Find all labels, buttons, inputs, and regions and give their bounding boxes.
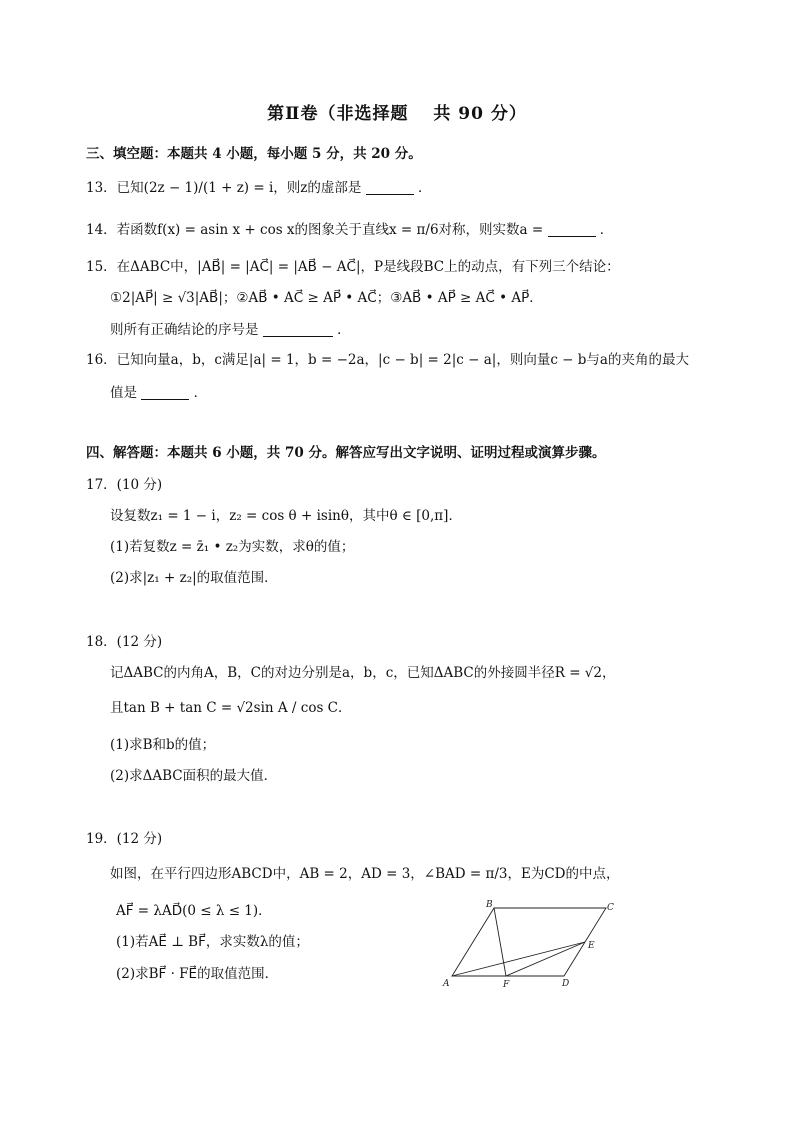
question-18-stem: 记ΔABC的内角A，B，C的对边分别是a，b，c，已知ΔABC的外接圆半径R = √2， — [110, 665, 616, 681]
question-16-ask-text: 值是 — [110, 385, 137, 401]
vertex-label-c: C — [607, 903, 614, 913]
question-18-condition: 且tan B + tan C = √2sin A / cos C． — [110, 700, 352, 716]
section-4-heading: 四、解答题：本题共 6 小题，共 70 分。解答应写出文字说明、证明过程或演算步骤。 — [86, 445, 606, 461]
question-14-text: 14．若函数f(x) = asin x + cos x的图象关于直线x = π/6对称，则实数a = — [86, 222, 544, 238]
question-14 — [86, 220, 613, 240]
vertex-label-a: A — [443, 979, 450, 989]
question-17-stem: 设复数z₁ = 1 − i，z₂ = cos θ + isinθ，其中θ ∈ [0,π]． — [110, 508, 462, 524]
vertex-label-d: D — [562, 979, 570, 989]
question-15-ask — [110, 320, 351, 340]
question-17-label: 17．(10 分) — [86, 477, 163, 493]
point-label-f: F — [503, 980, 510, 990]
question-15-end: ． — [337, 322, 351, 338]
section-3-heading: 三、填空题：本题共 4 小题，每小题 5 分，共 20 分。 — [86, 146, 422, 162]
parallelogram-figure — [438, 898, 620, 990]
vertex-label-b: B — [486, 900, 493, 910]
segment-bf — [494, 908, 506, 976]
answer-blank — [366, 180, 414, 195]
question-15-ask-text: 则所有正确结论的序号是 — [110, 322, 259, 338]
question-19-part-2: (2)求BF⃗ · FE⃗的取值范围． — [116, 966, 279, 982]
question-19-condition: AF⃗ = λAD⃗(0 ≤ λ ≤ 1)． — [116, 903, 272, 919]
question-16-ask — [110, 383, 207, 403]
question-16-stem: 16．已知向量a，b，c满足|a| = 1，b = −2a，|c − b| = 2|c − a|，则向量c − b与a的夹角的最大 — [86, 352, 689, 368]
question-18-label: 18．(12 分) — [86, 634, 163, 650]
question-13-end: ． — [418, 180, 432, 196]
question-16-end: ． — [193, 385, 208, 401]
question-18-part-1: (1)求B和b的值； — [110, 737, 216, 753]
question-19-label: 19．(12 分) — [86, 831, 163, 847]
question-19-part-1: (1)若AE⃗ ⊥ BF⃗，求实数λ的值； — [116, 934, 309, 950]
point-label-e: E — [588, 941, 595, 951]
page-title: 第Ⅱ卷（非选择题 共 90 分） — [267, 104, 527, 124]
question-18-part-2: (2)求ΔABC面积的最大值． — [110, 768, 278, 784]
question-17-part-2: (2)求|z₁ + z₂|的取值范围． — [110, 570, 278, 586]
answer-blank — [548, 222, 596, 237]
question-13-text: 13．已知(2z − 1)/(1 + z) = i，则z的虚部是 — [86, 180, 362, 196]
question-13 — [86, 178, 432, 198]
question-19-stem: 如图，在平行四边形ABCD中，AB = 2，AD = 3，∠BAD = π/3，E为CD的中点， — [110, 866, 620, 882]
answer-blank — [263, 322, 333, 337]
question-15-options: ①2|AP⃗| ≥ √3|AB⃗|；②AB⃗ • AC⃗ ≥ AP⃗ • AC⃗；③AB⃗ • AP⃗ ≥ AC⃗ • AP⃗． — [110, 290, 543, 306]
question-14-end: ． — [599, 222, 614, 238]
answer-blank — [141, 385, 189, 400]
question-15-stem: 15．在ΔABC中，|AB⃗| = |AC⃗| = |AB⃗ − AC⃗|，P是线段BC上的动点，有下列三个结论： — [86, 259, 620, 275]
question-17-part-1: (1)若复数z = z̄₁ • z₂为实数，求θ的值； — [110, 539, 355, 555]
